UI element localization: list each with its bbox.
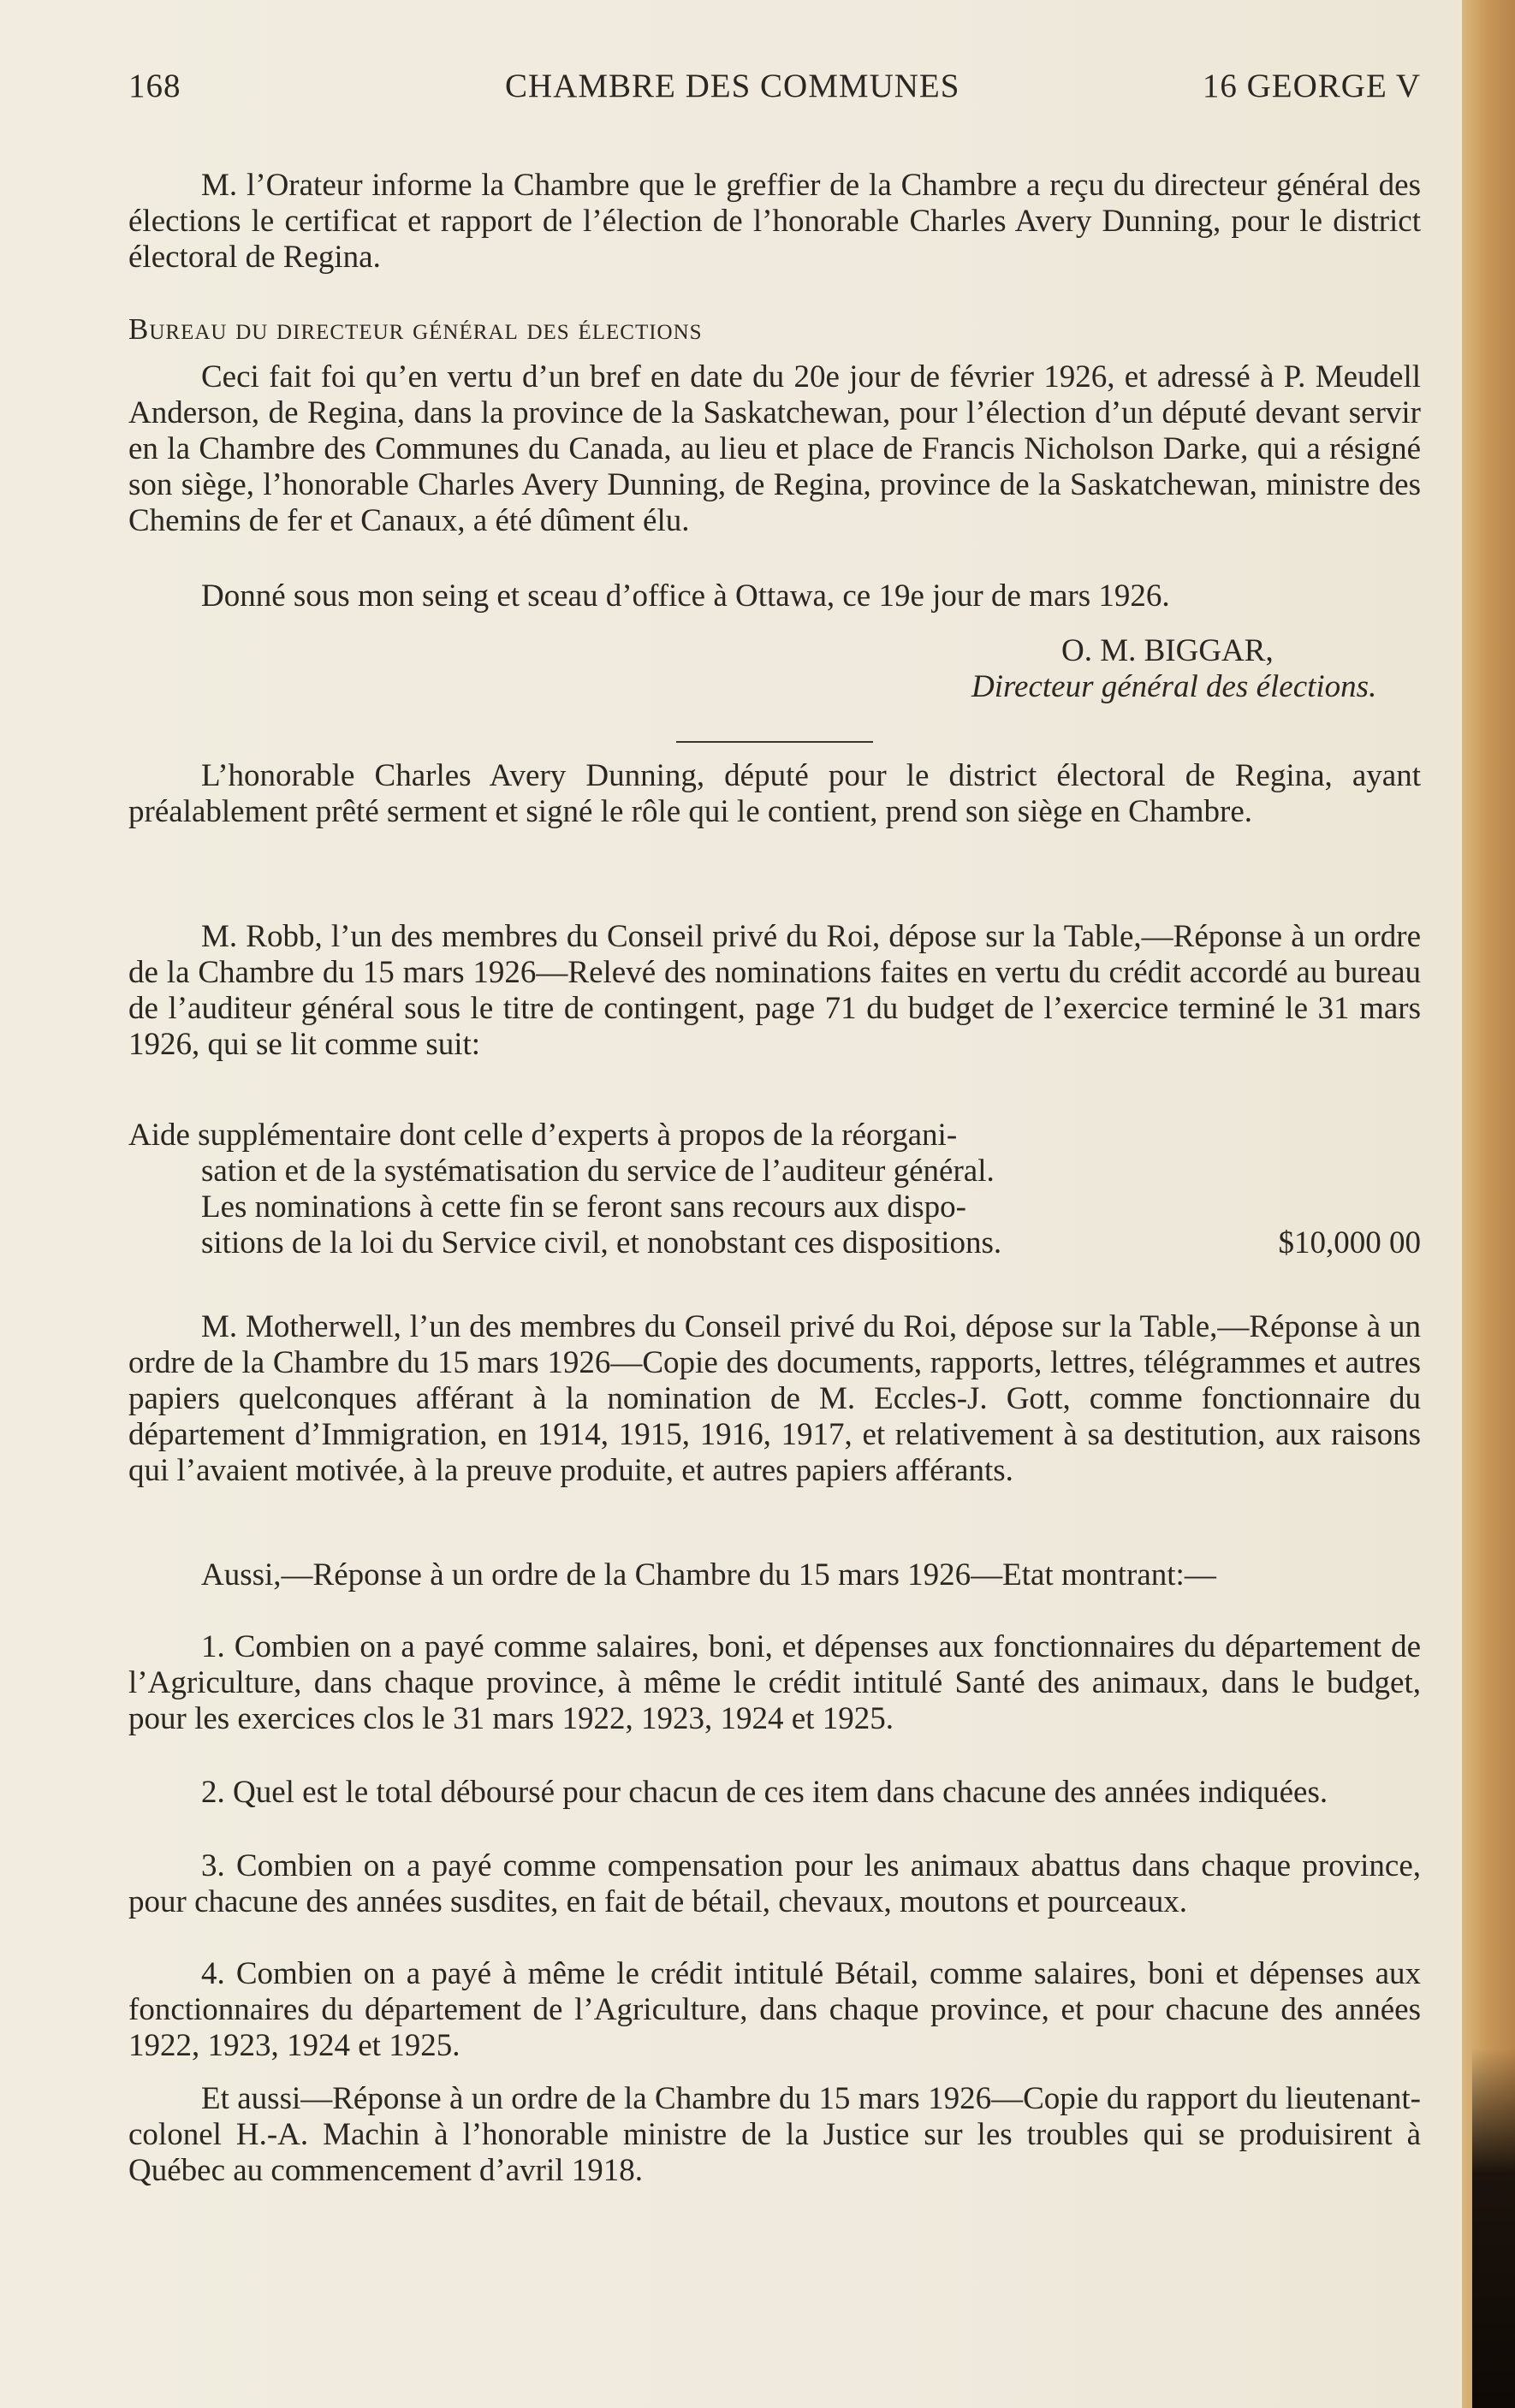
paragraph-motherwell: M. Motherwell, l’un des membres du Conseil privé du Roi, dépose sur la Table,—Réponse à un ordre de la Chambre du 15 mars 1926—Copie des documents, rapports, lettres, télégrammes et autres papiers quelconques afférant à la nomination de M. Eccles-J. Gott, comme fonctionnaire du département d’Immigration, en 1914, 1915, 1916, 1917, et relativement à sa destitution, aux raisons qui l’avaient motivée, à la preuve produite, et autres papiers afférants. [128, 1309, 1421, 1488]
expense-line-2: sation et de la systématisation du service de l’auditeur général. [201, 1154, 995, 1189]
divider [676, 741, 873, 743]
page-edge [1462, 0, 1515, 2408]
paragraph-given: Donné sous mon seing et sceau d’office à Ottawa, ce 19e jour de mars 1926. [201, 578, 1170, 614]
signatory-title: Directeur général des élections. [971, 669, 1377, 704]
expense-amount: $10,000 00 [1278, 1225, 1421, 1260]
page-edge-shadow [1472, 2049, 1515, 2408]
paragraph-orateur: M. l’Orateur informe la Chambre que le greffier de la Chambre a reçu du directeur général des élections le certificat et rapport de l’élection de l’honorable Charles Avery Dunning, pour le district électoral de Regina. [128, 168, 1421, 275]
section-heading: Bureau du directeur général des élections [128, 312, 703, 346]
running-header [128, 67, 1421, 110]
paragraph-aussi: Aussi,—Réponse à un ordre de la Chambre du 15 mars 1926—Etat montrant:— [201, 1557, 1216, 1592]
paragraph-dunning-seat: L’honorable Charles Avery Dunning, député pour le district électoral de Regina, ayant préalablement prêté serment et signé le rôle qui le contient, prend son siège en Chambre. [128, 758, 1421, 829]
expense-item [128, 1118, 1421, 1261]
paragraph-robb: M. Robb, l’un des membres du Conseil privé du Roi, dépose sur la Table,—Réponse à un ordre de la Chambre du 15 mars 1926—Relevé des nominations faites en vertu du crédit accordé au bureau de l’auditeur général sous le titre de contingent, page 71 du budget de l’exercice terminé le 31 mars 1926, qui se lit comme suit: [128, 919, 1421, 1062]
expense-line-3: Les nominations à cette fin se feront sans recours aux dispo- [201, 1189, 966, 1225]
question-3: 3. Combien on a payé comme compensation pour les animaux abattus dans chaque province, pour chacune des années susdites, en fait de bétail, chevaux, moutons et pourceaux. [128, 1848, 1421, 1919]
paragraph-certificate: Ceci fait foi qu’en vertu d’un bref en date du 20e jour de février 1926, et adressé à P. Meudell Anderson, de Regina, dans la province de la Saskatchewan, pour l’élection d’un député devant servir en la Chambre des Communes du Canada, au lieu et place de Francis Nicholson Darke, qui a résigné son siège, l’honorable Charles Avery Dunning, de Regina, province de la Saskatchewan, ministre des Chemins de fer et Canaux, a été dûment élu. [128, 359, 1421, 538]
signature-block [929, 633, 1442, 705]
expense-line-4: sitions de la loi du Service civil, et nonobstant ces dispositions. [201, 1225, 1002, 1260]
header-title: CHAMBRE DES COMMUNES [505, 68, 960, 104]
paragraph-machin: Et aussi—Réponse à un ordre de la Chambre du 15 mars 1926—Copie du rapport du lieutenant-colonel H.-A. Machin à l’honorable ministre de la Justice sur les troubles qui se produisirent à Québec au commencement d’avril 1918. [128, 2081, 1421, 2188]
question-2: 2. Quel est le total déboursé pour chacun de ces item dans chacune des années indiquées. [201, 1775, 1328, 1810]
question-4: 4. Combien on a payé à même le crédit intitulé Bétail, comme salaires, boni et dépenses aux fonctionnaires du département de l’Agriculture, dans chaque province, et pour chacune des années 1922, 1923, 1924 et 1925. [128, 1956, 1421, 2063]
question-1: 1. Combien on a payé comme salaires, boni, et dépenses aux fonctionnaires du département de l’Agriculture, dans chaque province, à même le crédit intitulé Santé des animaux, dans le budget, pour les exercices clos le 31 mars 1922, 1923, 1924 et 1925. [128, 1629, 1421, 1736]
header-regnal-year: 16 GEORGE V [1202, 68, 1421, 104]
page-number: 168 [128, 68, 181, 104]
expense-line-1: Aide supplémentaire dont celle d’experts à propos de la réorgani- [128, 1118, 958, 1153]
signatory-name: O. M. BIGGAR, [1061, 633, 1274, 668]
